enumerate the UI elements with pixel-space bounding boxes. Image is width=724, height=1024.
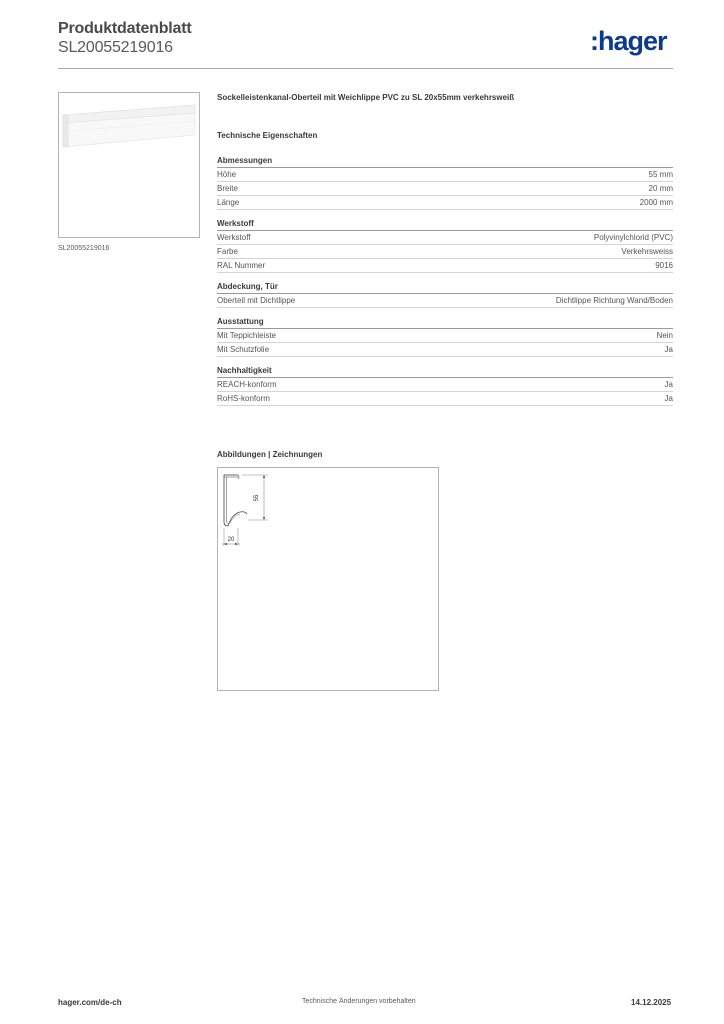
spec-value: Ja xyxy=(664,345,673,354)
footer-website: hager.com/de-ch xyxy=(58,998,122,1007)
product-image xyxy=(58,92,200,238)
spec-row xyxy=(217,392,673,406)
spec-value: 55 mm xyxy=(648,170,673,179)
spec-value: Dichtlippe Richtung Wand/Boden xyxy=(555,296,673,305)
spec-row xyxy=(217,378,673,392)
spec-row xyxy=(217,196,673,210)
hager-logo: :hager xyxy=(590,26,667,56)
spec-label: REACH-konform xyxy=(217,380,277,389)
spec-value: Nein xyxy=(656,331,673,340)
spec-section xyxy=(217,218,673,273)
section-title: Nachhaltigkeit xyxy=(217,365,673,378)
footer-date: 14.12.2025 xyxy=(631,998,672,1007)
spec-value: 20 mm xyxy=(648,184,673,193)
product-illustration xyxy=(59,93,199,237)
page-title: Produktdatenblatt xyxy=(58,20,192,37)
article-number: SL20055219016 xyxy=(58,39,173,56)
spec-value: 2000 mm xyxy=(639,198,673,207)
profile-drawing xyxy=(218,468,438,690)
tech-properties-heading: Technische Eigenschaften xyxy=(217,131,318,140)
width-dimension-label: 20 xyxy=(227,537,235,543)
spec-section xyxy=(217,155,673,210)
section-title: Abdeckung, Tür xyxy=(217,281,673,294)
spec-content xyxy=(217,92,673,414)
spec-row xyxy=(217,231,673,245)
spec-label: Oberteil mit Dichtlippe xyxy=(217,296,296,305)
image-caption: SL20055219016 xyxy=(58,245,110,252)
spec-row xyxy=(217,294,673,308)
spec-row xyxy=(217,182,673,196)
header-divider xyxy=(58,68,673,69)
spec-label: Mit Teppichleiste xyxy=(217,331,276,340)
spec-row xyxy=(217,343,673,357)
height-dimension-label: 55 xyxy=(254,494,260,502)
spec-label: RAL Nummer xyxy=(217,261,266,270)
section-title: Ausstattung xyxy=(217,316,673,329)
spec-section xyxy=(217,281,673,308)
spec-label: Länge xyxy=(217,198,240,207)
spec-label: Höhe xyxy=(217,170,237,179)
spec-value: 9016 xyxy=(655,261,673,270)
spec-value: Ja xyxy=(664,394,673,403)
spec-row xyxy=(217,329,673,343)
spec-label: Mit Schutzfolie xyxy=(217,345,270,354)
drawings-heading: Abbildungen | Zeichnungen xyxy=(217,450,323,459)
product-description: Sockelleistenkanal-Oberteil mit Weichlippe PVC zu SL 20x55mm verkehrsweiß xyxy=(217,93,515,102)
footer-notice: Technische Änderungen vorbehalten xyxy=(302,998,416,1005)
drawing-panel xyxy=(217,467,439,691)
spec-section xyxy=(217,365,673,406)
spec-label: Farbe xyxy=(217,247,238,256)
spec-row xyxy=(217,245,673,259)
spec-label: RoHS-konform xyxy=(217,394,270,403)
spec-sections xyxy=(217,155,673,406)
spec-label: Werkstoff xyxy=(217,233,251,242)
spec-label: Breite xyxy=(217,184,238,193)
section-title: Werkstoff xyxy=(217,218,673,231)
spec-section xyxy=(217,316,673,357)
section-title: Abmessungen xyxy=(217,155,673,168)
spec-value: Ja xyxy=(664,380,673,389)
spec-row xyxy=(217,259,673,273)
spec-value: Polyvinylchlorid (PVC) xyxy=(593,233,673,242)
spec-row xyxy=(217,168,673,182)
spec-value: Verkehrsweiss xyxy=(621,247,673,256)
